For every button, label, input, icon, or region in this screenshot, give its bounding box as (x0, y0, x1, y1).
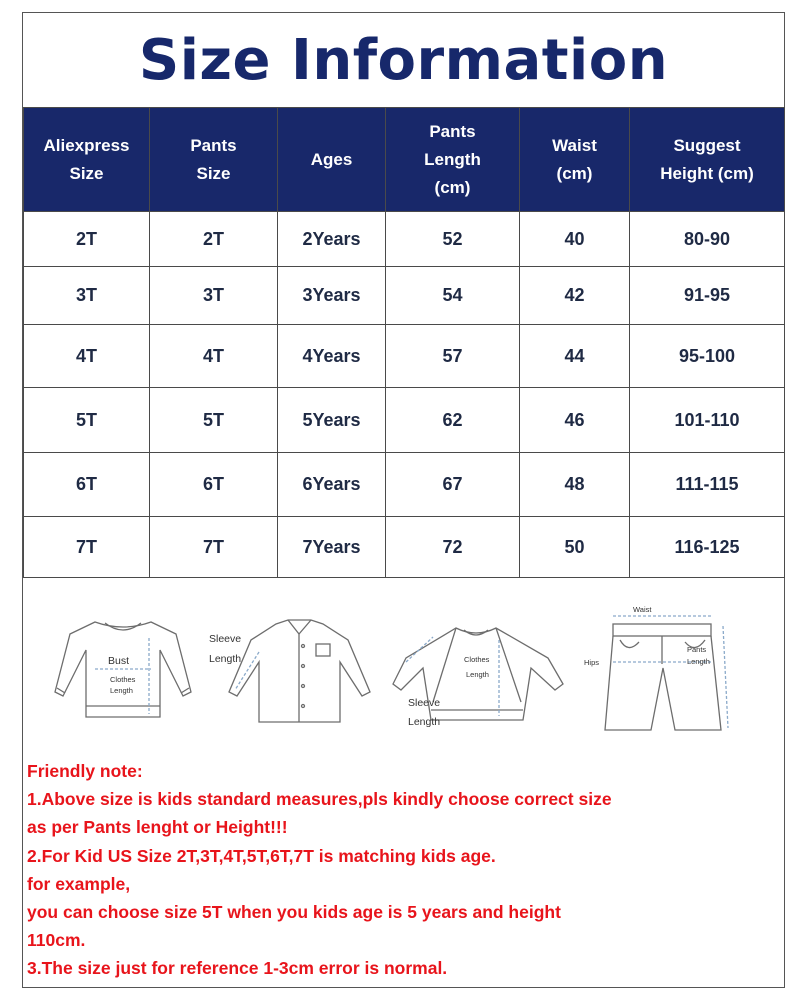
cell-waist: 40 (520, 212, 630, 267)
sleeve-length-label-b: Length (408, 716, 441, 728)
cell-age: 7Years (278, 517, 386, 578)
cell-pants-length: 54 (386, 267, 520, 325)
note-line: 3.The size just for reference 1-3cm error is normal. (27, 958, 448, 979)
header-line: Pants (190, 135, 237, 155)
cell-age: 3Years (278, 267, 386, 325)
note-heading: Friendly note: (27, 761, 143, 781)
sleeve-length-label-a: Sleeve (209, 633, 242, 645)
table-row (24, 325, 785, 388)
sweater-diagram (55, 622, 191, 717)
cell-aliexpress-size: 6T (24, 453, 150, 517)
header-line: Aliexpress (43, 135, 130, 155)
header-line: Size (69, 163, 104, 183)
header-line: Waist (552, 135, 597, 155)
header-ages (278, 108, 386, 212)
clothes-length-label-b: Length (110, 686, 133, 695)
table-row (24, 267, 785, 325)
cell-waist: 42 (520, 267, 630, 325)
waist-label: Waist (633, 605, 652, 614)
header-line: Size (196, 163, 231, 183)
cell-pants-length: 72 (386, 517, 520, 578)
cell-age: 5Years (278, 388, 386, 453)
sleeve-length-label-a: Sleeve (408, 697, 441, 709)
size-table (23, 107, 785, 578)
cell-pants-size: 3T (150, 267, 278, 325)
clothes-length-label-a: Clothes (464, 655, 490, 664)
header-waist (520, 108, 630, 212)
cell-age: 2Years (278, 212, 386, 267)
header-line: (cm) (434, 177, 471, 197)
cell-pants-length: 62 (386, 388, 520, 453)
cell-aliexpress-size: 3T (24, 267, 150, 325)
cell-height: 111-115 (630, 453, 785, 517)
cell-pants-size: 2T (150, 212, 278, 267)
cell-height: 116-125 (630, 517, 785, 578)
cell-pants-length: 52 (386, 212, 520, 267)
header-line: (cm) (556, 163, 593, 183)
garment-measurement-diagrams (23, 582, 784, 752)
cell-waist: 50 (520, 517, 630, 578)
cell-height: 95-100 (630, 325, 785, 388)
note-line: for example, (27, 873, 131, 894)
pants-diagram (584, 605, 728, 730)
clothes-length-label-b: Length (466, 670, 489, 679)
raglan-sweater-diagram (393, 628, 563, 728)
pants-length-label-a: Pants (687, 645, 707, 654)
header-line: Ages (310, 149, 353, 169)
header-line: Pants (429, 121, 476, 141)
cell-aliexpress-size: 7T (24, 517, 150, 578)
bust-label: Bust (108, 655, 130, 667)
pants-length-label-b: Length (687, 657, 710, 666)
sleeve-length-label-b: Length (209, 653, 242, 665)
cell-pants-length: 67 (386, 453, 520, 517)
cell-height: 80-90 (630, 212, 785, 267)
header-line: Length (424, 149, 481, 169)
table-header-row (24, 108, 785, 212)
cell-pants-length: 57 (386, 325, 520, 388)
cell-age: 6Years (278, 453, 386, 517)
cell-waist: 44 (520, 325, 630, 388)
note-line: you can choose size 5T when you kids age is 5 years and height (27, 902, 561, 923)
note-line: as per Pants lenght or Height!!! (27, 817, 288, 838)
header-pants-size (150, 108, 278, 212)
header-pants-length (386, 108, 520, 212)
header-aliexpress-size (24, 108, 150, 212)
header-line: Suggest (673, 135, 741, 155)
cell-height: 91-95 (630, 267, 785, 325)
note-line: 110cm. (27, 930, 86, 951)
cell-waist: 48 (520, 453, 630, 517)
header-line: Height (cm) (660, 163, 754, 183)
table-row (24, 212, 785, 267)
table-row (24, 388, 785, 453)
cell-pants-size: 4T (150, 325, 278, 388)
cell-pants-size: 7T (150, 517, 278, 578)
cell-aliexpress-size: 2T (24, 212, 150, 267)
cell-aliexpress-size: 5T (24, 388, 150, 453)
note-line: 1.Above size is kids standard measures,pls kindly choose correct size (27, 789, 612, 810)
shirt-diagram (209, 620, 370, 722)
table-row (24, 517, 785, 578)
note-line: 2.For Kid US Size 2T,3T,4T,5T,6T,7T is matching kids age. (27, 845, 496, 866)
cell-height: 101-110 (630, 388, 785, 453)
cell-pants-size: 5T (150, 388, 278, 453)
hips-label: Hips (584, 658, 600, 667)
cell-aliexpress-size: 4T (24, 325, 150, 388)
cell-age: 4Years (278, 325, 386, 388)
page-title: Size Information (138, 27, 669, 93)
clothes-length-label-a: Clothes (110, 675, 136, 684)
cell-waist: 46 (520, 388, 630, 453)
cell-pants-size: 6T (150, 453, 278, 517)
table-row (24, 453, 785, 517)
header-suggest-height (630, 108, 785, 212)
friendly-note (27, 757, 782, 983)
